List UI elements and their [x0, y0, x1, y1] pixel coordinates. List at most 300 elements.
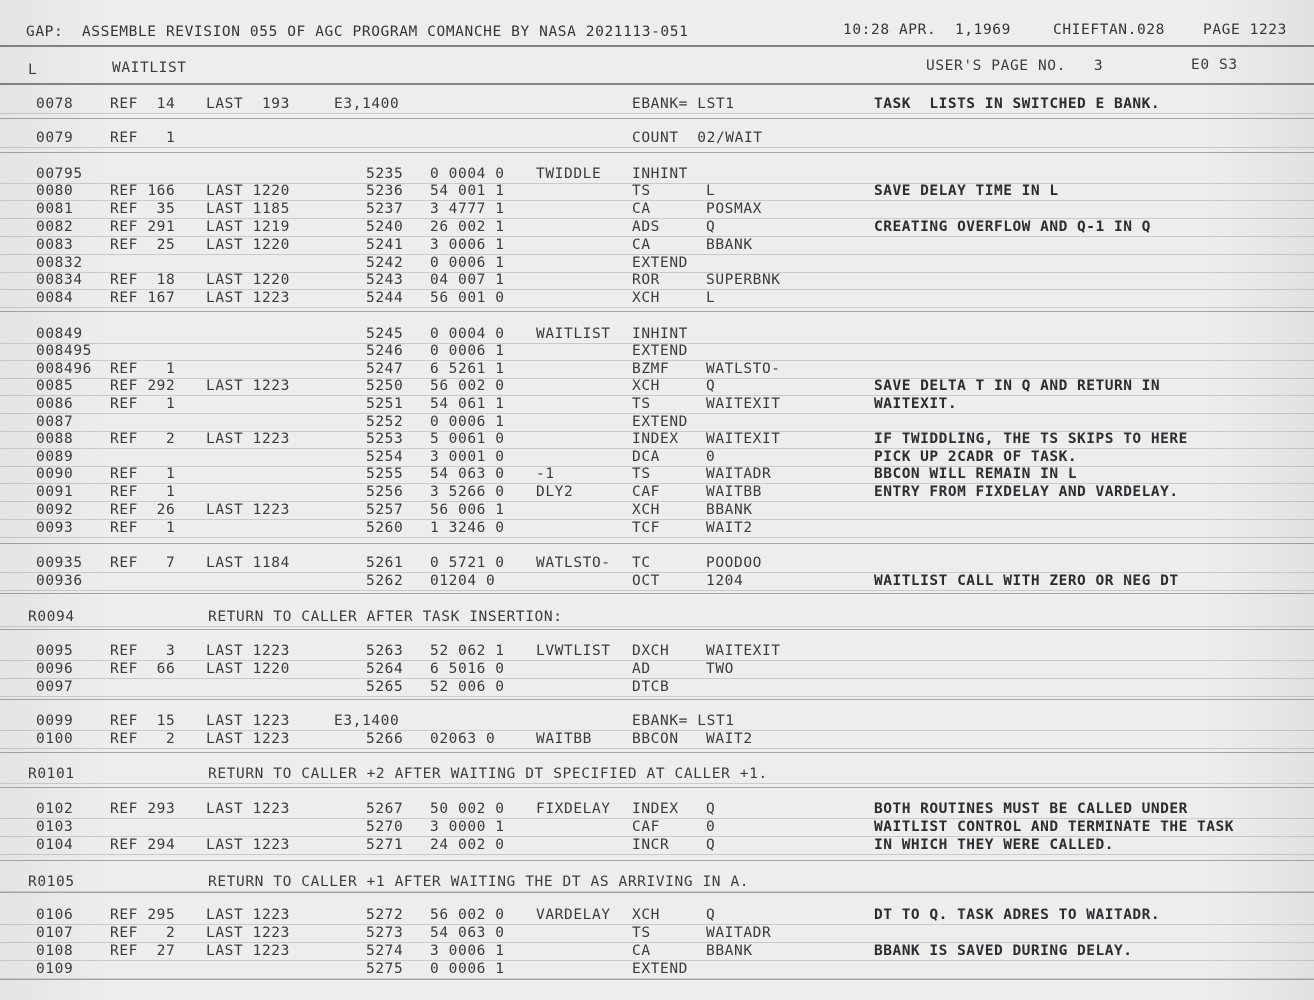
machine-code: 3 5266 0	[430, 484, 505, 500]
line-number: R0105	[28, 874, 75, 890]
ruling-line	[0, 118, 1314, 119]
machine-code: 1 3246 0	[430, 520, 505, 536]
line-number: 0109	[36, 961, 74, 977]
line-number: 0096	[36, 661, 74, 677]
operand: BBANK	[706, 237, 753, 253]
machine-code: 52 062 1	[430, 643, 505, 659]
ledger-line	[0, 431, 1314, 432]
ref-count: REF 18	[110, 272, 176, 288]
ruling-line	[0, 892, 1314, 893]
machine-code: 56 006 1	[430, 502, 505, 518]
opcode: BBCON	[632, 731, 679, 747]
memory-address: 5272	[366, 907, 404, 923]
memory-address: 5250	[366, 378, 404, 394]
memory-address: 5235	[366, 166, 404, 182]
opcode: INHINT	[632, 166, 688, 182]
symbol-label: -1	[536, 466, 555, 482]
ledger-line	[0, 660, 1314, 661]
ruling-line	[0, 83, 1314, 85]
operand: POODOO	[706, 555, 762, 571]
ledger-line	[0, 218, 1314, 219]
opcode: TCF	[632, 520, 660, 536]
section: RETURN TO CALLER AFTER TASK INSERTION:	[208, 609, 563, 625]
comment: IN WHICH THEY WERE CALLED.	[874, 837, 1114, 853]
section: RETURN TO CALLER +1 AFTER WAITING THE DT AS ARRIVING IN A.	[208, 874, 750, 890]
ruling-line	[0, 629, 1314, 630]
opcode: DTCB	[632, 679, 670, 695]
operand: Q	[706, 837, 716, 853]
ref-count: REF 1	[110, 484, 176, 500]
symbol-label: VARDELAY	[536, 907, 611, 923]
listing-title: GAP: ASSEMBLE REVISION 055 OF AGC PROGRAM COMANCHE BY NASA 2021113-051	[26, 24, 689, 40]
line-number: 00849	[36, 326, 83, 342]
comment: WAITLIST CALL WITH ZERO OR NEG DT	[874, 573, 1179, 589]
operand: Q	[706, 219, 716, 235]
last-ref: LAST 1223	[206, 907, 290, 923]
ledger-line	[0, 854, 1314, 855]
opcode: EXTEND	[632, 414, 688, 430]
memory-address: 5263	[366, 643, 404, 659]
ref-count: REF 2	[110, 731, 176, 747]
line-number: 00795	[36, 166, 83, 182]
memory-address: 5245	[366, 326, 404, 342]
machine-code: 0 0006 1	[430, 343, 505, 359]
machine-code: 56 002 0	[430, 907, 505, 923]
machine-code: 50 002 0	[430, 801, 505, 817]
ruling-line	[0, 152, 1314, 153]
operand: Q	[706, 801, 716, 817]
ledger-line	[0, 678, 1314, 679]
memory-address: 5273	[366, 925, 404, 941]
ref-count: REF 7	[110, 555, 176, 571]
memory-address: 5252	[366, 414, 404, 430]
line-number: 0092	[36, 502, 74, 518]
opcode: CA	[632, 943, 651, 959]
memory-address: 5275	[366, 961, 404, 977]
ruling-line	[0, 45, 1314, 47]
comment: SAVE DELAY TIME IN L	[874, 183, 1059, 199]
line-number: 0081	[36, 201, 74, 217]
ref-count: REF 1	[110, 361, 176, 377]
ledger-line	[0, 696, 1314, 697]
ref-count: REF 27	[110, 943, 176, 959]
operand: WATLSTO-	[706, 361, 781, 377]
machine-code: 02063 0	[430, 731, 496, 747]
opcode: CA	[632, 201, 651, 217]
memory-address: 5241	[366, 237, 404, 253]
ebank-setting: E3,1400	[334, 96, 400, 112]
operand: WAIT2	[706, 520, 753, 536]
machine-code: 0 0004 0	[430, 166, 505, 182]
comment: PICK UP 2CADR OF TASK.	[874, 449, 1078, 465]
machine-code: 3 0001 0	[430, 449, 505, 465]
line-number: 0100	[36, 731, 74, 747]
ruling-line	[0, 752, 1314, 753]
memory-address: 5262	[366, 573, 404, 589]
machine-code: 6 5261 1	[430, 361, 505, 377]
last-ref: LAST 1223	[206, 731, 290, 747]
ref-count: REF 1	[110, 466, 176, 482]
machine-code: 0 0006 1	[430, 414, 505, 430]
ledger-line	[0, 924, 1314, 925]
opcode: INDEX	[632, 801, 679, 817]
ref-count: REF 66	[110, 661, 176, 677]
opcode: TS	[632, 396, 651, 412]
line-number: 0099	[36, 713, 74, 729]
ledger-line	[0, 360, 1314, 361]
ruling-line	[0, 979, 1314, 980]
opcode: EXTEND	[632, 255, 688, 271]
memory-address: 5254	[366, 449, 404, 465]
opcode: BZMF	[632, 361, 670, 377]
operand: Q	[706, 907, 716, 923]
operand: L	[706, 183, 716, 199]
opcode: TS	[632, 183, 651, 199]
ref-count: REF 292	[110, 378, 176, 394]
memory-address: 5246	[366, 343, 404, 359]
last-ref: LAST 1223	[206, 943, 290, 959]
line-number: 00936	[36, 573, 83, 589]
comment: WAITEXIT.	[874, 396, 958, 412]
ref-count: REF 293	[110, 801, 176, 817]
line-number: 0102	[36, 801, 74, 817]
ledger-line	[0, 748, 1314, 749]
bank-indicator: E0 S3	[1191, 57, 1238, 73]
ref-count: REF 1	[110, 520, 176, 536]
ledger-line	[0, 378, 1314, 379]
line-number: 0080	[36, 183, 74, 199]
memory-address: 5236	[366, 183, 404, 199]
operand: 0	[706, 449, 716, 465]
ruling-line	[0, 593, 1314, 594]
opcode: CAF	[632, 819, 660, 835]
ledger-line	[0, 200, 1314, 201]
ledger-line	[0, 519, 1314, 520]
ledger-line	[0, 448, 1314, 449]
machine-code: 0 0004 0	[430, 326, 505, 342]
last-ref: LAST 1184	[206, 555, 290, 571]
ruling-line	[0, 787, 1314, 788]
machine-code: 52 006 0	[430, 679, 505, 695]
line-number: 0097	[36, 679, 74, 695]
opcode: CAF	[632, 484, 660, 500]
ebank-setting: E3,1400	[334, 713, 400, 729]
line-number: 00832	[36, 255, 83, 271]
opcode: COUNT 02/WAIT	[632, 130, 763, 146]
ref-count: REF 3	[110, 643, 176, 659]
opcode: EXTEND	[632, 343, 688, 359]
machine-code: 3 0006 1	[430, 237, 505, 253]
ledger-line	[0, 413, 1314, 414]
machine-code: 04 007 1	[430, 272, 505, 288]
ledger-line	[0, 254, 1314, 255]
machine-code: 0 5721 0	[430, 555, 505, 571]
ref-count: REF 1	[110, 130, 176, 146]
ref-count: REF 1	[110, 396, 176, 412]
memory-address: 5244	[366, 290, 404, 306]
machine-code: 5 0061 0	[430, 431, 505, 447]
opcode: ROR	[632, 272, 660, 288]
operand: WAITBB	[706, 484, 762, 500]
line-number: R0101	[28, 766, 75, 782]
comment: BOTH ROUTINES MUST BE CALLED UNDER	[874, 801, 1188, 817]
ledger-line	[0, 960, 1314, 961]
symbol-label: FIXDELAY	[536, 801, 611, 817]
line-number: 0089	[36, 449, 74, 465]
last-ref: LAST 1223	[206, 431, 290, 447]
memory-address: 5270	[366, 819, 404, 835]
operand: BBANK	[706, 943, 753, 959]
ref-count: REF 294	[110, 837, 176, 853]
memory-address: 5255	[366, 466, 404, 482]
memory-address: 5260	[366, 520, 404, 536]
memory-address: 5256	[366, 484, 404, 500]
operand: L	[706, 290, 716, 306]
ref-count: REF 295	[110, 907, 176, 923]
last-ref: LAST 1223	[206, 643, 290, 659]
operand: WAITADR	[706, 466, 772, 482]
machine-code: 54 061 1	[430, 396, 505, 412]
ruling-line	[0, 860, 1314, 861]
ruling-line	[0, 699, 1314, 700]
line-number: 0107	[36, 925, 74, 941]
ref-count: REF 25	[110, 237, 176, 253]
last-ref: LAST 193	[206, 96, 290, 112]
memory-address: 5264	[366, 661, 404, 677]
ledger-line	[0, 183, 1314, 184]
comment: DT TO Q. TASK ADRES TO WAITADR.	[874, 907, 1161, 923]
users-page-number: USER'S PAGE NO. 3	[926, 58, 1104, 74]
memory-address: 5237	[366, 201, 404, 217]
ledger-line	[0, 236, 1314, 237]
operand: WAITEXIT	[706, 643, 781, 659]
ref-count: REF 291	[110, 219, 176, 235]
machine-code: 54 001 1	[430, 183, 505, 199]
ledger-line	[0, 307, 1314, 308]
listing-datetime: 10:28 APR. 1,1969	[843, 22, 1011, 38]
ledger-line	[0, 590, 1314, 591]
line-number: 0078	[36, 96, 74, 112]
line-number: 0103	[36, 819, 74, 835]
ledger-line	[0, 113, 1314, 114]
last-ref: LAST 1223	[206, 378, 290, 394]
symbol-label: LVWTLIST	[536, 643, 611, 659]
memory-address: 5271	[366, 837, 404, 853]
ledger-line	[0, 942, 1314, 943]
opcode: XCH	[632, 290, 660, 306]
machine-code: 54 063 0	[430, 466, 505, 482]
opcode: EXTEND	[632, 961, 688, 977]
line-number: 00935	[36, 555, 83, 571]
memory-address: 5261	[366, 555, 404, 571]
operand: POSMAX	[706, 201, 762, 217]
ref-count: REF 26	[110, 502, 176, 518]
machine-code: 0 0006 1	[430, 961, 505, 977]
ledger-line	[0, 783, 1314, 784]
line-number: 0091	[36, 484, 74, 500]
ledger-line	[0, 978, 1314, 979]
memory-address: 5251	[366, 396, 404, 412]
machine-code: 3 0006 1	[430, 943, 505, 959]
ruling-line	[0, 311, 1314, 312]
machine-code: 24 002 0	[430, 837, 505, 853]
listing-page-number: PAGE 1223	[1203, 22, 1287, 38]
line-number: 0104	[36, 837, 74, 853]
machine-code: 01204 0	[430, 573, 496, 589]
ref-count: REF 2	[110, 925, 176, 941]
ruling-line	[0, 543, 1314, 544]
machine-code: 6 5016 0	[430, 661, 505, 677]
comment: TASK LISTS IN SWITCHED E BANK.	[874, 96, 1161, 112]
comment: SAVE DELTA T IN Q AND RETURN IN	[874, 378, 1161, 394]
ledger-line	[0, 466, 1314, 467]
line-number: 0085	[36, 378, 74, 394]
line-number: 0108	[36, 943, 74, 959]
last-ref: LAST 1223	[206, 925, 290, 941]
last-ref: LAST 1220	[206, 183, 290, 199]
last-ref: LAST 1219	[206, 219, 290, 235]
ledger-line	[0, 537, 1314, 538]
last-ref: LAST 1223	[206, 290, 290, 306]
last-ref: LAST 1220	[206, 272, 290, 288]
opcode: INCR	[632, 837, 670, 853]
listing-job-name: CHIEFTAN.028	[1053, 22, 1165, 38]
comment: WAITLIST CONTROL AND TERMINATE THE TASK	[874, 819, 1234, 835]
opcode: CA	[632, 237, 651, 253]
section: RETURN TO CALLER +2 AFTER WAITING DT SPECIFIED AT CALLER +1.	[208, 766, 768, 782]
operand: Q	[706, 378, 716, 394]
operand: WAITADR	[706, 925, 772, 941]
ledger-line	[0, 483, 1314, 484]
ledger-line	[0, 730, 1314, 731]
last-ref: LAST 1223	[206, 837, 290, 853]
operand: WAITEXIT	[706, 396, 781, 412]
line-number: 0086	[36, 396, 74, 412]
operand: TWO	[706, 661, 734, 677]
ledger-line	[0, 272, 1314, 273]
comment: BBANK IS SAVED DURING DELAY.	[874, 943, 1133, 959]
memory-address: 5247	[366, 361, 404, 377]
comment: CREATING OVERFLOW AND Q-1 IN Q	[874, 219, 1151, 235]
symbol-label: DLY2	[536, 484, 574, 500]
memory-address: 5242	[366, 255, 404, 271]
memory-address: 5240	[366, 219, 404, 235]
last-ref: LAST 1220	[206, 237, 290, 253]
opcode: DCA	[632, 449, 660, 465]
opcode: XCH	[632, 378, 660, 394]
opcode: XCH	[632, 502, 660, 518]
memory-address: 5243	[366, 272, 404, 288]
machine-code: 54 063 0	[430, 925, 505, 941]
opcode: EBANK= LST1	[632, 96, 735, 112]
last-ref: LAST 1185	[206, 201, 290, 217]
opcode: EBANK= LST1	[632, 713, 735, 729]
memory-address: 5257	[366, 502, 404, 518]
line-number: 0083	[36, 237, 74, 253]
machine-code: 56 002 0	[430, 378, 505, 394]
ledger-line	[0, 343, 1314, 344]
listing-section-name: WAITLIST	[112, 60, 187, 76]
ledger-line	[0, 626, 1314, 627]
line-number: 0079	[36, 130, 74, 146]
line-number: 0087	[36, 414, 74, 430]
machine-code: 3 0000 1	[430, 819, 505, 835]
ledger-line	[0, 395, 1314, 396]
ledger-line	[0, 572, 1314, 573]
last-ref: LAST 1223	[206, 801, 290, 817]
machine-code: 0 0006 1	[430, 255, 505, 271]
line-number: 0106	[36, 907, 74, 923]
memory-address: 5265	[366, 679, 404, 695]
opcode: AD	[632, 661, 651, 677]
opcode: TC	[632, 555, 651, 571]
last-ref: LAST 1223	[206, 713, 290, 729]
machine-code: 56 001 0	[430, 290, 505, 306]
opcode: XCH	[632, 907, 660, 923]
listing-marker: L	[28, 62, 38, 78]
machine-code: 3 4777 1	[430, 201, 505, 217]
line-number: 0084	[36, 290, 74, 306]
ledger-line	[0, 501, 1314, 502]
line-number: 0093	[36, 520, 74, 536]
line-number: R0094	[28, 609, 75, 625]
line-number: 0082	[36, 219, 74, 235]
memory-address: 5266	[366, 731, 404, 747]
line-number: 008496	[36, 361, 92, 377]
line-number: 0088	[36, 431, 74, 447]
ref-count: REF 166	[110, 183, 176, 199]
symbol-label: WAITLIST	[536, 326, 611, 342]
opcode: OCT	[632, 573, 660, 589]
comment: BBCON WILL REMAIN IN L	[874, 466, 1078, 482]
comment: IF TWIDDLING, THE TS SKIPS TO HERE	[874, 431, 1188, 447]
comment: ENTRY FROM FIXDELAY AND VARDELAY.	[874, 484, 1179, 500]
last-ref: LAST 1223	[206, 502, 290, 518]
ledger-line	[0, 818, 1314, 819]
opcode: TS	[632, 466, 651, 482]
opcode: DXCH	[632, 643, 670, 659]
opcode: INDEX	[632, 431, 679, 447]
memory-address: 5253	[366, 431, 404, 447]
line-number: 008495	[36, 343, 92, 359]
ref-count: REF 2	[110, 431, 176, 447]
ledger-line	[0, 147, 1314, 148]
ledger-line	[0, 289, 1314, 290]
ref-count: REF 35	[110, 201, 176, 217]
symbol-label: TWIDDLE	[536, 166, 602, 182]
symbol-label: WAITBB	[536, 731, 592, 747]
memory-address: 5274	[366, 943, 404, 959]
operand: SUPERBNK	[706, 272, 781, 288]
operand: 0	[706, 819, 716, 835]
ref-count: REF 15	[110, 713, 176, 729]
ref-count: REF 167	[110, 290, 176, 306]
operand: WAITEXIT	[706, 431, 781, 447]
symbol-label: WATLSTO-	[536, 555, 611, 571]
ledger-line	[0, 891, 1314, 892]
memory-address: 5267	[366, 801, 404, 817]
operand: BBANK	[706, 502, 753, 518]
ledger-line	[0, 836, 1314, 837]
ref-count: REF 14	[110, 96, 176, 112]
opcode: INHINT	[632, 326, 688, 342]
line-number: 0090	[36, 466, 74, 482]
opcode: ADS	[632, 219, 660, 235]
line-number: 00834	[36, 272, 83, 288]
machine-code: 26 002 1	[430, 219, 505, 235]
last-ref: LAST 1220	[206, 661, 290, 677]
line-number: 0095	[36, 643, 74, 659]
